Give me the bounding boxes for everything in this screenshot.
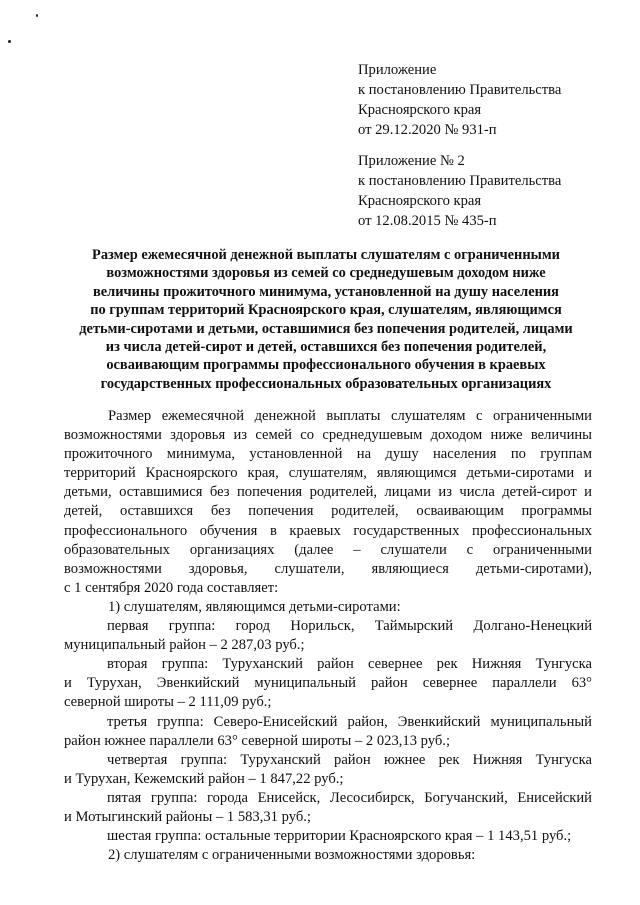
body-line: муниципальный район – 2 287,03 руб.; bbox=[64, 637, 305, 654]
scan-speck bbox=[36, 14, 38, 17]
body-line: район южнее параллели 63° северной широты – 2 023,13 руб.; bbox=[64, 732, 450, 749]
title-line: возможностями здоровья из семей со среднедушевым доходом ниже bbox=[106, 265, 546, 282]
title-line: по группам территорий Красноярского края, слушателям, являющимся bbox=[90, 302, 562, 319]
attachment-line: Приложение bbox=[358, 62, 437, 78]
attachment-header-1 bbox=[358, 60, 561, 140]
body-line: территорий Красноярского края, слушателям, являющимся детьми-сиротами и bbox=[64, 465, 592, 482]
title-line: осваивающим программы профессионального обучения в краевых bbox=[106, 357, 546, 374]
body-line: детьми, оставшимися без попечения родителей, лицами из числа детей-сирот и bbox=[64, 484, 592, 501]
title-line: Размер ежемесячной денежной выплаты слушателям с ограниченными bbox=[92, 247, 560, 263]
title-line: величины прожиточного минимума, установленной на душу населения bbox=[93, 283, 559, 300]
document-title bbox=[60, 246, 592, 393]
list-item-heading: 2) слушателям с ограниченными возможностями здоровья: bbox=[108, 847, 476, 864]
body-line: образовательных организациях (далее – слушатели с ограниченными bbox=[64, 541, 592, 558]
attachment-line: Красноярского края bbox=[358, 193, 482, 209]
body-line: вторая группа: Туруханский район севернее рек Нижняя Тунгуска bbox=[107, 656, 592, 673]
body-line: возможностями здоровья из семей со среднедушевым доходом ниже величины bbox=[64, 427, 592, 444]
body-line: Размер ежемесячной денежной выплаты слушателям с ограниченными bbox=[108, 408, 592, 424]
body-line: профессионального обучения в краевых государственных профессиональных bbox=[64, 522, 592, 539]
attachment-line: от 12.08.2015 № 435-п bbox=[358, 213, 497, 229]
document-body bbox=[64, 407, 592, 865]
body-line: и Турухан, Кежемский район – 1 847,22 руб.; bbox=[64, 770, 344, 787]
body-line: прожиточного минимума, установленной на душу населения по группам bbox=[64, 446, 592, 463]
attachment-line: Приложение № 2 bbox=[358, 153, 465, 169]
list-item-heading: 1) слушателям, являющимся детьми-сиротами: bbox=[108, 598, 401, 615]
body-line: четвертая группа: Туруханский район южнее рек Нижняя Тунгуска bbox=[107, 751, 592, 768]
body-line: детей, оставшихся без попечения родителей, осваивающим программы bbox=[64, 503, 592, 520]
scan-speck bbox=[8, 40, 11, 43]
attachment-line: к постановлению Правительства bbox=[358, 173, 562, 189]
body-line: и Мотыгинский районы – 1 583,31 руб.; bbox=[64, 808, 311, 825]
body-line: с 1 сентября 2020 года составляет: bbox=[64, 579, 279, 596]
attachment-line: Красноярского края bbox=[358, 102, 482, 118]
title-line: детьми-сиротами и детьми, оставшимися без попечения родителей, лицами bbox=[79, 320, 573, 337]
body-line: шестая группа: остальные территории Красноярского края – 1 143,51 руб.; bbox=[107, 828, 572, 845]
title-line: из числа детей-сирот и детей, оставшихся без попечения родителей, bbox=[105, 339, 547, 356]
attachment-line: от 29.12.2020 № 931-п bbox=[358, 122, 497, 138]
body-line: возможностями здоровья, слушатели, являющиеся детьми-сиротами), bbox=[64, 560, 592, 577]
title-line: государственных профессиональных образовательных организациях bbox=[100, 375, 552, 392]
body-line: первая группа: город Норильск, Таймырский Долгано-Ненецкий bbox=[107, 618, 592, 635]
body-line: третья группа: Северо-Енисейский район, Эвенкийский муниципальный bbox=[107, 713, 592, 730]
body-line: пятая группа: города Енисейск, Лесосибирск, Богучанский, Енисейский bbox=[107, 789, 592, 806]
body-line: северной широты – 2 111,09 руб.; bbox=[64, 694, 272, 711]
body-line: и Турухан, Эвенкийский муниципальный район севернее параллели 63° bbox=[64, 675, 592, 692]
attachment-line: к постановлению Правительства bbox=[358, 82, 562, 98]
attachment-header-2 bbox=[358, 151, 561, 231]
